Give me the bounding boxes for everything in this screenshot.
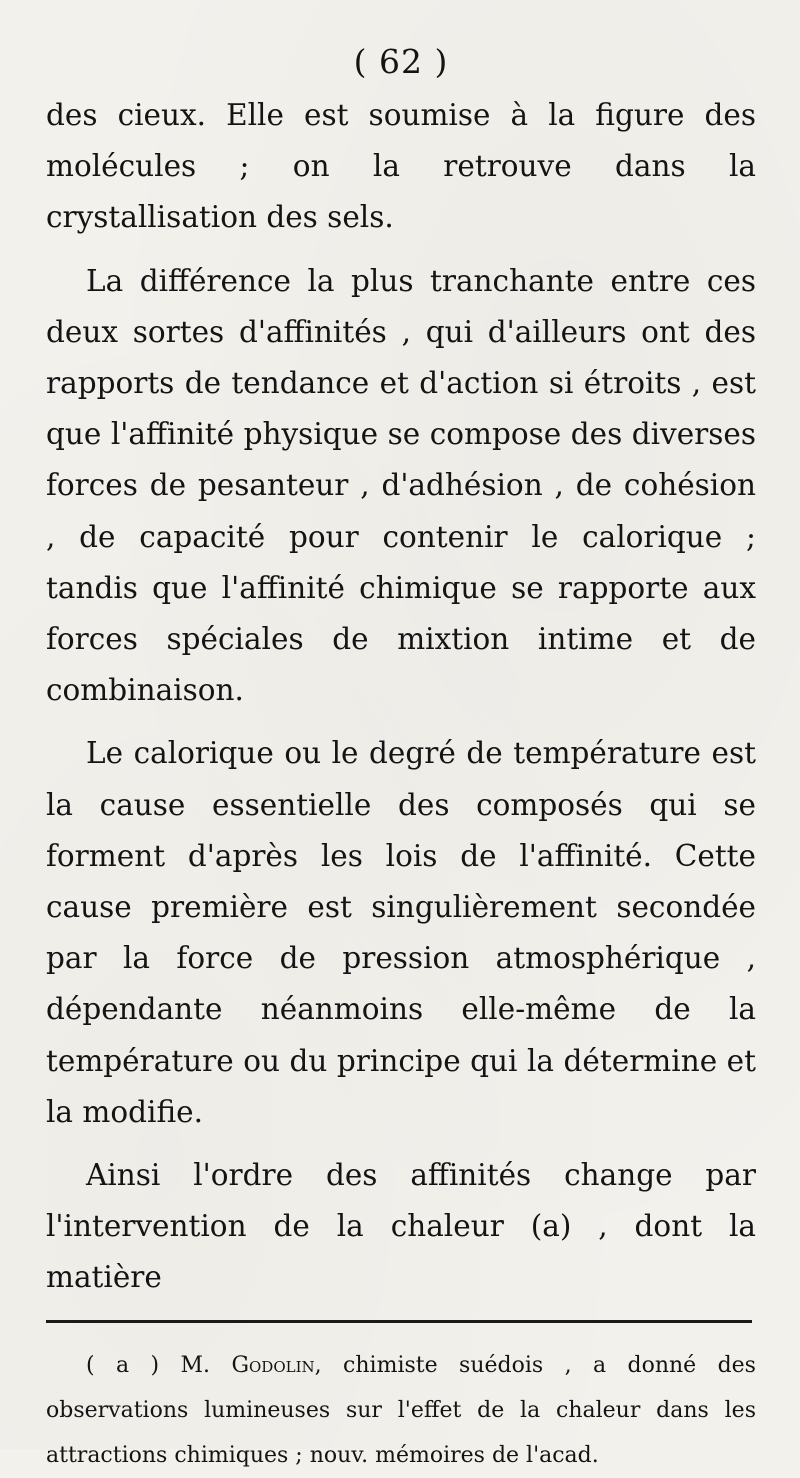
page-number: ( 62 ) (353, 42, 449, 81)
footnote (46, 1343, 756, 1478)
footnote-marker: ( a ) (86, 1352, 160, 1378)
paragraph-1: des cieux. Elle est soumise à la figure des molécules ; on la retrouve dans la crystallisation des sels. (46, 98, 756, 235)
footnote-author: Godolin (231, 1352, 315, 1378)
footnote-text: , chimiste suédois , a donné des observations lumineuses sur l'effet de la chaleur dans les attractions chimiques ; nouv. mémoires de l'acad. (46, 1352, 756, 1468)
paragraph-3: Le calorique ou le degré de température est la cause essentielle des composés qui se forment d'après les lois de l'affinité. Cette cause première est singulièrement secondée par la force de pression atmosphérique , dépendante néanmoins elle-même de la température ou du principe qui la détermine et la modifie. (46, 736, 756, 1129)
body-text (46, 90, 756, 1304)
paragraph-4: Ainsi l'ordre des affinités change par l'intervention de la chaleur (a) , dont la matière (46, 1158, 756, 1295)
footnote-author-prefix: M. (180, 1352, 211, 1378)
paragraph-2: La différence la plus tranchante entre ces deux sortes d'affinités , qui d'ailleurs ont des rapports de tendance et d'action si étroits , est que l'affinité physique se compose des diverses forces de pesanteur , d'adhésion , de cohésion , de capacité pour contenir le calorique ; tandis que l'affinité chimique se rapporte aux forces spéciales de mixtion intime et de combinaison. (46, 263, 756, 708)
footnote-divider (46, 1320, 752, 1323)
